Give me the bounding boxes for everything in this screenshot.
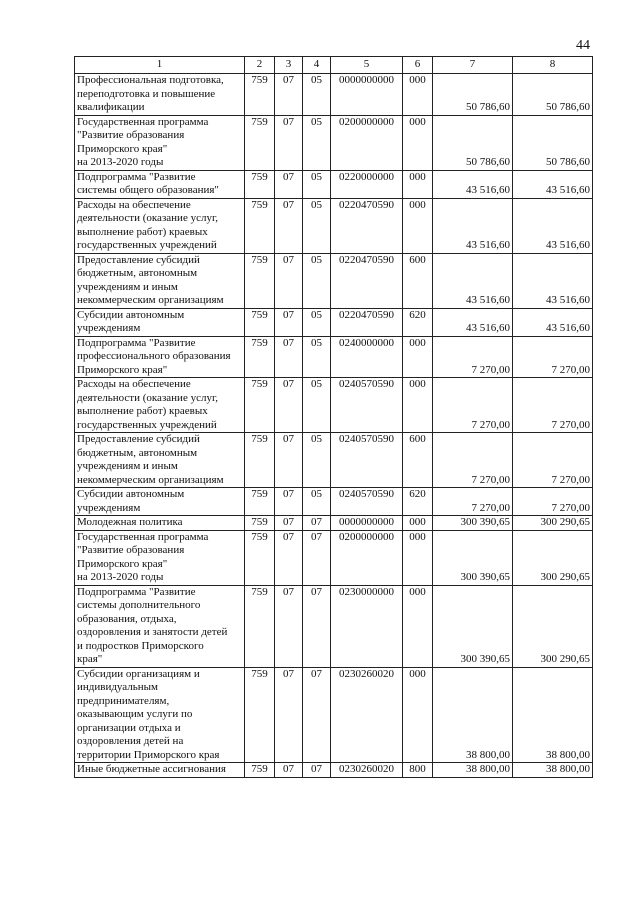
- code-target: 0230260020: [331, 667, 403, 763]
- code-section: 07: [275, 585, 303, 667]
- code-expense-type: 000: [403, 74, 433, 116]
- code-subsection: 05: [303, 198, 331, 253]
- column-header: 5: [331, 57, 403, 74]
- item-name: Субсидии автономным учреждениям: [75, 308, 245, 336]
- amount-col7: 300 390,65: [433, 516, 513, 531]
- item-name: Предоставление субсидий бюджетным, автономным учреждениям и иным некоммерческим организациям: [75, 433, 245, 488]
- amount-col8: 43 516,60: [513, 170, 593, 198]
- table-row: [75, 336, 593, 378]
- code-ministry: 759: [245, 378, 275, 433]
- amount-col8: 50 786,60: [513, 115, 593, 170]
- amount-col7: 7 270,00: [433, 433, 513, 488]
- code-ministry: 759: [245, 433, 275, 488]
- code-section: 07: [275, 198, 303, 253]
- item-name: Расходы на обеспечение деятельности (оказание услуг, выполнение работ) краевых государственных учреждений: [75, 378, 245, 433]
- table-row: [75, 253, 593, 308]
- amount-col8: 7 270,00: [513, 378, 593, 433]
- amount-col7: 7 270,00: [433, 336, 513, 378]
- budget-table: [74, 56, 593, 778]
- table-row: [75, 516, 593, 531]
- amount-col8: 7 270,00: [513, 433, 593, 488]
- amount-col8: 300 290,65: [513, 516, 593, 531]
- item-name: Государственная программа "Развитие образования Приморского края" на 2013-2020 годы: [75, 530, 245, 585]
- code-section: 07: [275, 667, 303, 763]
- item-name: Субсидии организациям и индивидуальным предпринимателям, оказывающим услуги по организации отдыха и оздоровления детей на территории Приморского края: [75, 667, 245, 763]
- code-ministry: 759: [245, 585, 275, 667]
- amount-col7: 50 786,60: [433, 74, 513, 116]
- amount-col7: 38 800,00: [433, 667, 513, 763]
- item-name: Предоставление субсидий бюджетным, автономным учреждениям и иным некоммерческим организациям: [75, 253, 245, 308]
- code-section: 07: [275, 516, 303, 531]
- code-expense-type: 000: [403, 115, 433, 170]
- amount-col8: 7 270,00: [513, 336, 593, 378]
- amount-col7: 7 270,00: [433, 488, 513, 516]
- amount-col7: 38 800,00: [433, 763, 513, 778]
- code-subsection: 05: [303, 378, 331, 433]
- amount-col7: 50 786,60: [433, 115, 513, 170]
- code-subsection: 07: [303, 585, 331, 667]
- code-ministry: 759: [245, 253, 275, 308]
- amount-col7: 7 270,00: [433, 378, 513, 433]
- amount-col7: 43 516,60: [433, 170, 513, 198]
- column-header: 3: [275, 57, 303, 74]
- amount-col8: 38 800,00: [513, 667, 593, 763]
- column-header: 4: [303, 57, 331, 74]
- code-subsection: 05: [303, 115, 331, 170]
- amount-col7: 300 390,65: [433, 530, 513, 585]
- amount-col8: 43 516,60: [513, 253, 593, 308]
- code-ministry: 759: [245, 488, 275, 516]
- table-row: [75, 74, 593, 116]
- code-subsection: 05: [303, 253, 331, 308]
- code-target: 0200000000: [331, 530, 403, 585]
- code-expense-type: 000: [403, 378, 433, 433]
- table-row: [75, 530, 593, 585]
- code-expense-type: 600: [403, 253, 433, 308]
- amount-col8: 7 270,00: [513, 488, 593, 516]
- code-subsection: 05: [303, 308, 331, 336]
- code-subsection: 05: [303, 170, 331, 198]
- table-row: [75, 170, 593, 198]
- code-section: 07: [275, 530, 303, 585]
- amount-col8: 38 800,00: [513, 763, 593, 778]
- item-name: Иные бюджетные ассигнования: [75, 763, 245, 778]
- code-expense-type: 000: [403, 585, 433, 667]
- code-expense-type: 000: [403, 667, 433, 763]
- code-expense-type: 600: [403, 433, 433, 488]
- amount-col8: 300 290,65: [513, 530, 593, 585]
- table-row: [75, 763, 593, 778]
- code-subsection: 07: [303, 516, 331, 531]
- code-section: 07: [275, 763, 303, 778]
- item-name: Подпрограмма "Развитие системы дополнительного образования, отдыха, оздоровления и занятости детей и подростков Приморского края": [75, 585, 245, 667]
- amount-col8: 43 516,60: [513, 198, 593, 253]
- code-target: 0200000000: [331, 115, 403, 170]
- code-subsection: 05: [303, 433, 331, 488]
- code-target: 0220000000: [331, 170, 403, 198]
- amount-col7: 300 390,65: [433, 585, 513, 667]
- amount-col7: 43 516,60: [433, 198, 513, 253]
- column-header: 2: [245, 57, 275, 74]
- code-target: 0240570590: [331, 378, 403, 433]
- item-name: Подпрограмма "Развитие системы общего образования": [75, 170, 245, 198]
- code-expense-type: 000: [403, 336, 433, 378]
- table-row: [75, 198, 593, 253]
- code-ministry: 759: [245, 530, 275, 585]
- page-number: 44: [576, 38, 590, 53]
- code-section: 07: [275, 378, 303, 433]
- item-name: Расходы на обеспечение деятельности (оказание услуг, выполнение работ) краевых государственных учреждений: [75, 198, 245, 253]
- code-expense-type: 000: [403, 530, 433, 585]
- code-subsection: 05: [303, 74, 331, 116]
- column-header: 6: [403, 57, 433, 74]
- code-ministry: 759: [245, 516, 275, 531]
- code-expense-type: 000: [403, 516, 433, 531]
- code-expense-type: 800: [403, 763, 433, 778]
- amount-col7: 43 516,60: [433, 308, 513, 336]
- code-section: 07: [275, 115, 303, 170]
- amount-col8: 300 290,65: [513, 585, 593, 667]
- code-target: 0000000000: [331, 516, 403, 531]
- table-row: [75, 488, 593, 516]
- table-row: [75, 378, 593, 433]
- item-name: Государственная программа "Развитие образования Приморского края" на 2013-2020 годы: [75, 115, 245, 170]
- code-target: 0000000000: [331, 74, 403, 116]
- column-header: 8: [513, 57, 593, 74]
- code-target: 0240570590: [331, 488, 403, 516]
- code-subsection: 07: [303, 530, 331, 585]
- code-ministry: 759: [245, 74, 275, 116]
- table-row: [75, 308, 593, 336]
- amount-col8: 43 516,60: [513, 308, 593, 336]
- code-section: 07: [275, 74, 303, 116]
- code-ministry: 759: [245, 198, 275, 253]
- column-header: 7: [433, 57, 513, 74]
- code-ministry: 759: [245, 308, 275, 336]
- code-target: 0230000000: [331, 585, 403, 667]
- table-row: [75, 585, 593, 667]
- code-subsection: 05: [303, 488, 331, 516]
- code-expense-type: 000: [403, 170, 433, 198]
- code-ministry: 759: [245, 667, 275, 763]
- code-expense-type: 000: [403, 198, 433, 253]
- code-section: 07: [275, 336, 303, 378]
- code-expense-type: 620: [403, 308, 433, 336]
- code-target: 0220470590: [331, 253, 403, 308]
- code-subsection: 05: [303, 336, 331, 378]
- code-section: 07: [275, 170, 303, 198]
- table-header-row: [75, 57, 593, 74]
- item-name: Субсидии автономным учреждениям: [75, 488, 245, 516]
- code-section: 07: [275, 433, 303, 488]
- code-target: 0240000000: [331, 336, 403, 378]
- item-name: Подпрограмма "Развитие профессионального образования Приморского края": [75, 336, 245, 378]
- code-ministry: 759: [245, 115, 275, 170]
- code-target: 0220470590: [331, 198, 403, 253]
- table-row: [75, 433, 593, 488]
- table-row: [75, 667, 593, 763]
- column-header: 1: [75, 57, 245, 74]
- amount-col7: 43 516,60: [433, 253, 513, 308]
- item-name: Молодежная политика: [75, 516, 245, 531]
- code-subsection: 07: [303, 763, 331, 778]
- item-name: Профессиональная подготовка, переподготовка и повышение квалификации: [75, 74, 245, 116]
- code-target: 0230260020: [331, 763, 403, 778]
- code-ministry: 759: [245, 763, 275, 778]
- code-target: 0220470590: [331, 308, 403, 336]
- code-section: 07: [275, 308, 303, 336]
- code-section: 07: [275, 253, 303, 308]
- table-row: [75, 115, 593, 170]
- code-ministry: 759: [245, 336, 275, 378]
- code-expense-type: 620: [403, 488, 433, 516]
- amount-col8: 50 786,60: [513, 74, 593, 116]
- code-subsection: 07: [303, 667, 331, 763]
- code-target: 0240570590: [331, 433, 403, 488]
- code-ministry: 759: [245, 170, 275, 198]
- code-section: 07: [275, 488, 303, 516]
